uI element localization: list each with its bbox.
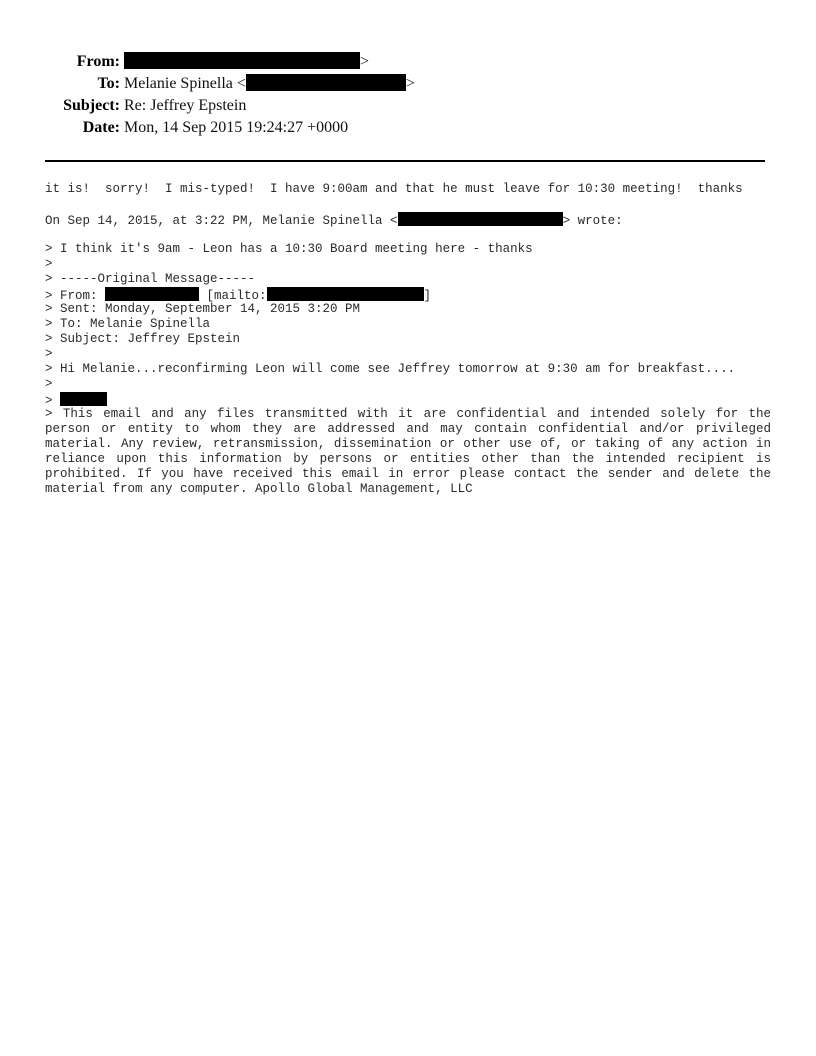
from-value [124,52,369,72]
original-sender-name-redaction [105,287,199,301]
attribution-email-redaction [398,212,563,226]
original-message-marker: > -----Original Message----- [45,272,256,286]
quoted-empty-line: > [45,377,53,391]
from-address-redaction [124,52,360,69]
to-close-bracket: > [405,75,415,92]
email-header [0,52,816,140]
original-from-prefix: > From: [45,289,106,303]
original-to-line: > To: Melanie Spinella [45,317,211,331]
original-mailto-prefix: [mailto: [199,289,267,303]
signature-redaction [60,392,107,406]
from-row [0,52,816,74]
spacer [45,197,775,212]
subject-label: Subject: [63,97,120,114]
email-body [45,182,775,497]
original-sender-email-redaction [267,287,424,301]
to-label: To: [97,75,120,92]
subject-value: Re: Jeffrey Epstein [124,97,247,114]
date-value: Mon, 14 Sep 2015 19:24:27 +0000 [124,119,349,136]
original-sent-line: > Sent: Monday, September 14, 2015 3:20 PM [45,302,361,316]
date-label: Date: [82,119,120,136]
to-name: Melanie Spinella < [124,75,246,92]
date-row [0,118,816,140]
original-message-text: > Hi Melanie...reconfirming Leon will come see Jeffrey tomorrow at 9:30 am for breakfast.... [45,362,736,376]
quoted-empty-line: > [45,257,53,271]
attribution-suffix: > wrote: [562,214,623,228]
original-subject-line: > Subject: Jeffrey Epstein [45,332,241,346]
quoted-line: > I think it's 9am - Leon has a 10:30 Board meeting here - thanks [45,242,533,256]
reply-line: it is! sorry! I mis-typed! I have 9:00am and that he must leave for 10:30 meeting! thanks [45,182,743,196]
to-address-redaction [246,74,406,91]
from-close-bracket: > [360,53,370,70]
to-value [124,74,415,94]
to-row [0,74,816,96]
confidentiality-disclaimer: > This email and any files transmitted with it are confidential and intended solely for the person or entity to whom they are addressed and may contain confidential and/or privileged material. Any review, retransmission, dissemination or other use of, or taking of any action in reliance upon this information by persons or entities other than the intended recipient is prohibited. If you have received this email in error please contact the sender and delete the material from any computer. Apollo Global Management, LLC [45,407,771,496]
attribution-prefix: On Sep 14, 2015, at 3:22 PM, Melanie Spinella < [45,214,398,228]
header-divider [45,160,765,162]
original-from-line [45,287,775,302]
quoted-empty-line: > [45,347,53,361]
original-mailto-suffix: ] [423,289,432,303]
attribution-line [45,212,775,227]
from-label: From: [76,53,120,70]
spacer [45,227,775,242]
signature-line [45,392,775,407]
subject-row [0,96,816,118]
signature-prefix: > [45,394,61,408]
